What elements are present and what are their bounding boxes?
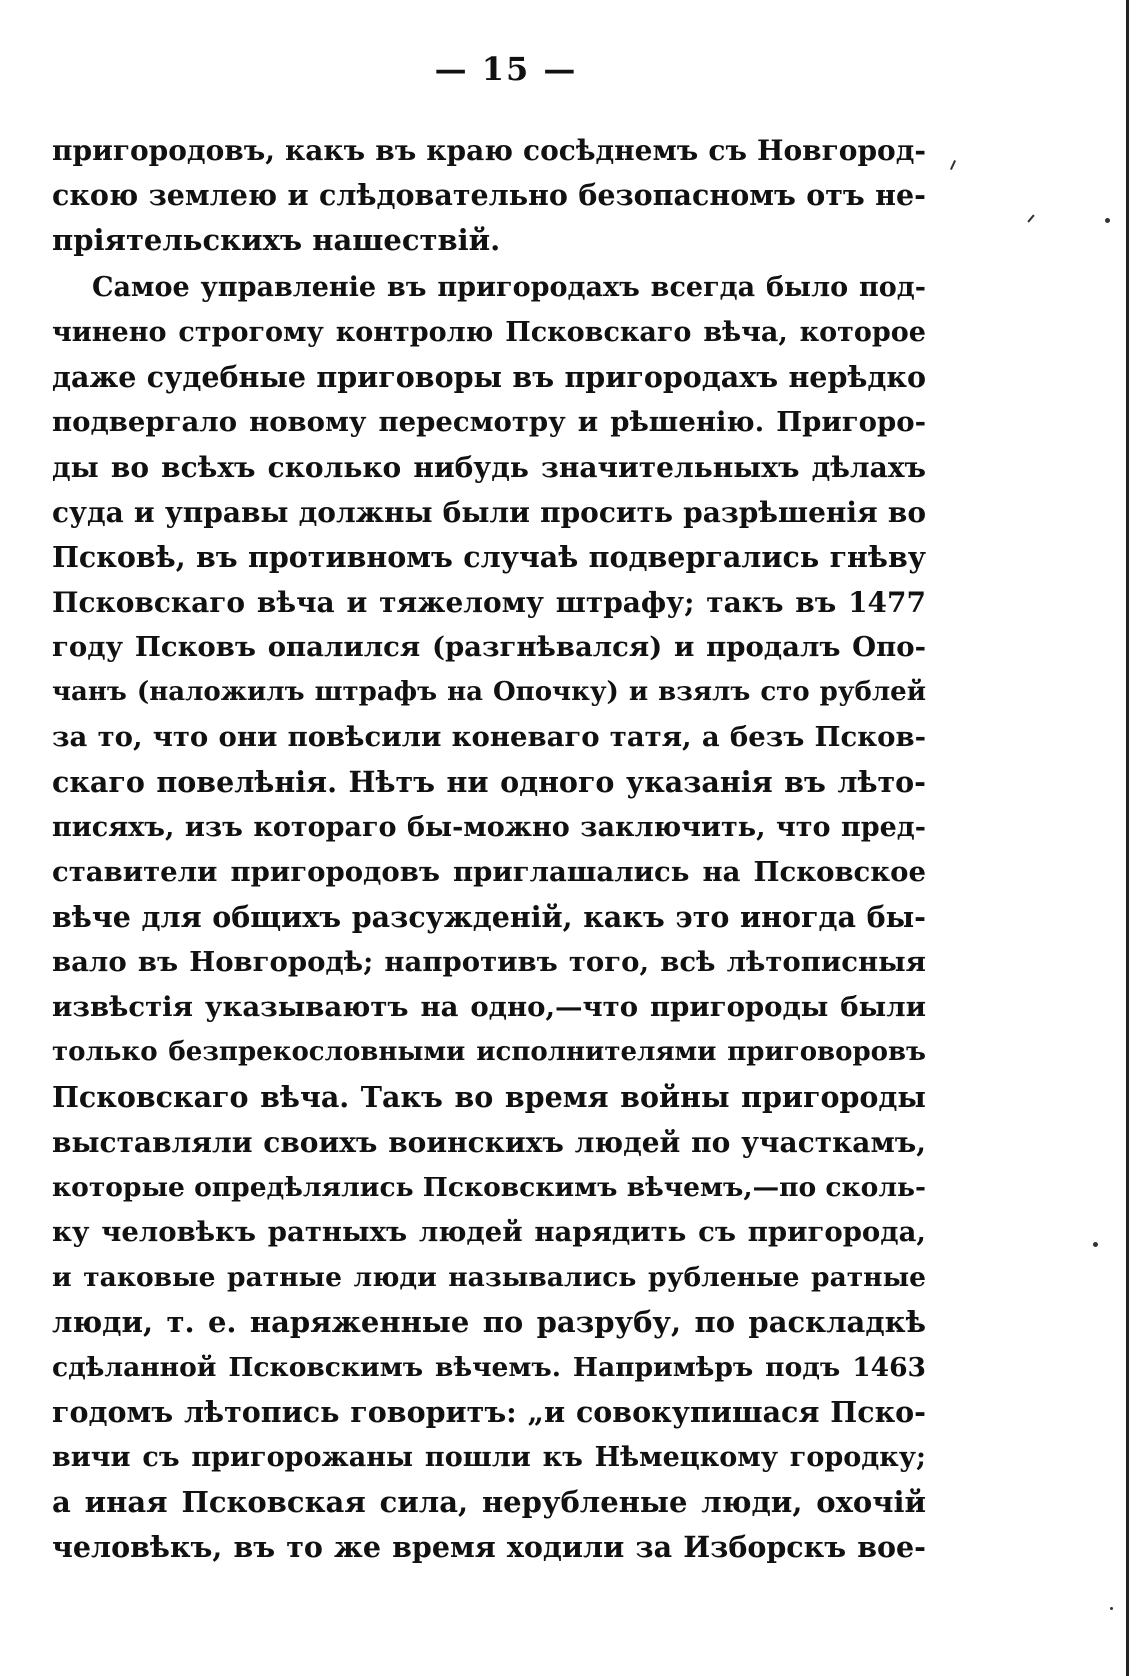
text-line: скаго повелѣнія. Нѣтъ ни одного указанія въ лѣто- [52, 765, 926, 799]
text-line: подвергало новому пересмотру и рѣшенію. Пригоро- [52, 406, 926, 438]
text-line: писяхъ, изъ котораго бы-можно заключить, что пред- [52, 812, 926, 843]
text-line: Псковѣ, въ противномъ случаѣ подвергались гнѣву [52, 540, 926, 574]
text-line: ставители пригородовъ приглашались на Псковское [52, 856, 926, 888]
scan-speck [1027, 214, 1034, 222]
scan-speck [1110, 1607, 1113, 1610]
text-line: ку человѣкъ ратныхъ людей нарядить съ пригорода, [52, 1216, 926, 1248]
text-line: скою землею и слѣдовательно безопасномъ отъ не- [52, 178, 926, 212]
scan-speck [950, 160, 956, 170]
text-line: извѣстія указываютъ на одно,—что пригороды были [52, 991, 926, 1023]
text-line: вало въ Новгородѣ; напротивъ того, всѣ лѣтописныя [52, 946, 926, 978]
text-line: ды во всѣхъ сколько нибудь значительныхъ дѣлахъ [52, 451, 926, 484]
text-line: годомъ лѣтопись говоритъ: „и совокупишася Пско- [52, 1395, 926, 1429]
page-edge-rule [1126, 0, 1129, 1676]
text-line: даже судебные приговоры въ пригородахъ нерѣдко [52, 360, 926, 394]
text-line: Самое управленіе въ пригородахъ всегда было под- [92, 272, 926, 303]
text-line: человѣкъ, въ то же время ходили за Изборскъ вое- [52, 1530, 926, 1564]
paragraph-1 [52, 128, 926, 263]
text-line: году Псковъ опалился (разгнѣвался) и продалъ Опо- [52, 631, 926, 663]
text-line: только безпрекословными исполнителями приговоровъ [52, 1037, 926, 1067]
text-line: которые опредѣлялись Псковскимъ вѣчемъ,—по сколь- [52, 1172, 926, 1203]
text-line: вичи съ пригорожаны пошли къ Нѣмецкому городку; [52, 1442, 926, 1473]
text-line: пріятельскихъ нашествій. [52, 223, 501, 257]
text-line: вѣче для общихъ разсужденій, какъ это иногда бы- [52, 900, 926, 934]
text-line: за то, что они повѣсили коневаго татя, а безъ Псков- [52, 721, 926, 753]
text-line: выставляли своихъ воинскихъ людей по участкамъ, [52, 1126, 926, 1159]
page-number: — 15 — [434, 50, 578, 88]
text-line: а иная Псковская сила, нерубленые люди, охочій [52, 1485, 926, 1519]
text-line: сдѣланной Псковскимъ вѣчемъ. Напримѣръ подъ 1463 [52, 1352, 926, 1383]
text-line: чанъ (наложилъ штрафъ на Опочку) и взялъ сто рублей [52, 677, 926, 707]
text-line: люди, т. е. наряженные по разрубу, по раскладкѣ [52, 1305, 926, 1339]
scan-speck [1105, 218, 1110, 223]
text-line: Псковскаго вѣча и тяжелому штрафу; такъ въ 1477 [52, 586, 926, 619]
text-line: пригородовъ, какъ въ краю сосѣднемъ съ Новгород- [52, 134, 926, 167]
text-line: чинено строгому контролю Псковскаго вѣча, которое [52, 317, 926, 348]
scan-speck [1093, 1242, 1098, 1247]
text-line: и таковые ратные люди назывались рубленые ратные [52, 1262, 926, 1293]
text-line: Псковскаго вѣча. Такъ во время войны пригороды [52, 1080, 926, 1114]
body-text [52, 128, 926, 1570]
paragraph-2 [52, 265, 926, 1570]
text-line: суда и управы должны были просить разрѣшенія во [52, 496, 926, 529]
